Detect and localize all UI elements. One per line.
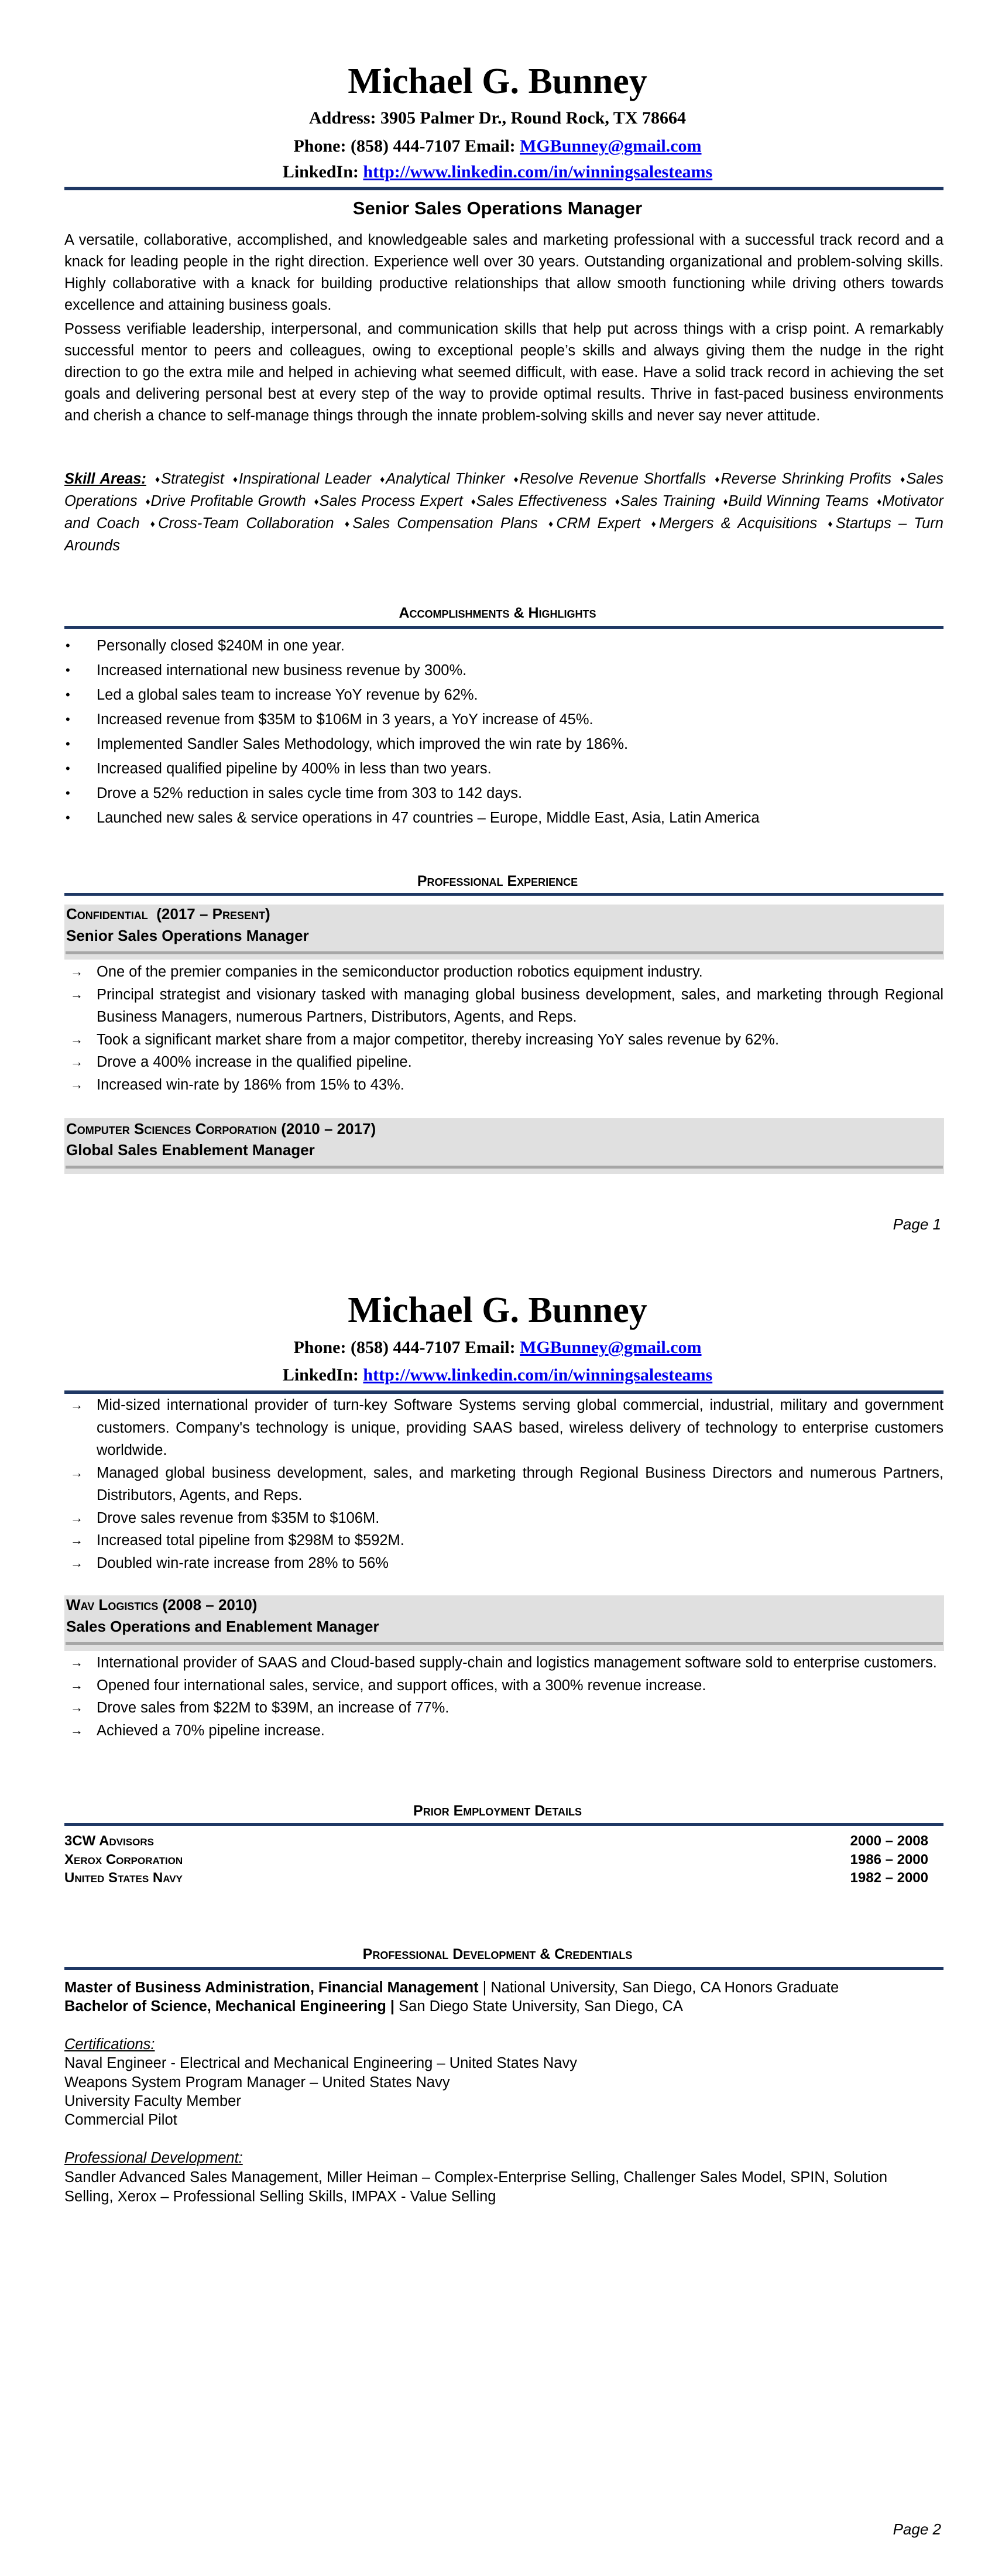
job-dates: (2010 – 2017) (281, 1120, 376, 1138)
phone-label: Phone: (293, 1338, 346, 1357)
bullet-icon: • (66, 737, 70, 751)
certifications-label: Certifications: (64, 2036, 155, 2053)
diamond-bullet-icon: ♦ (150, 519, 159, 529)
degree-row (64, 1978, 943, 1997)
prior-dates: 2000 – 2008 (850, 1833, 928, 1849)
arrow-right-icon: → (70, 1533, 83, 1547)
job-header (64, 1118, 944, 1174)
bullet-icon: • (66, 810, 70, 825)
job-company-line (64, 903, 944, 924)
diamond-bullet-icon: ♦ (615, 497, 620, 507)
phone: (858) 444-7107 (350, 1338, 461, 1357)
prior-employment-row (64, 1832, 928, 1851)
list-item-text: Drove a 52% reduction in sales cycle time from 303 to 142 days. (97, 785, 523, 801)
bullet-icon: • (66, 663, 70, 677)
phone: (858) 444-7107 (350, 136, 461, 156)
list-item-text: Took a significant market share from a major competitor, thereby increasing YoY sales revenue by 62%. (97, 1031, 780, 1048)
job-header (64, 905, 944, 960)
diamond-bullet-icon: ♦ (344, 519, 353, 529)
section-divider (64, 626, 943, 629)
arrow-right-icon: → (70, 1722, 83, 1738)
job-company-line (64, 1594, 944, 1615)
skill-item: Inspirational Leader (239, 471, 372, 487)
certification-item: Commercial Pilot (64, 2112, 177, 2129)
job-divider (66, 1642, 943, 1645)
list-item-text: Managed global business development, sales, and marketing through Regional Business Directors and numerous Partners, Distributors, Agents, and Reps. (97, 1464, 943, 1503)
degree-row (64, 1997, 943, 2016)
list-item-text: One of the premier companies in the semiconductor production robotics equipment industry. (97, 964, 703, 980)
list-item-text: Principal strategist and visionary tasked with managing global business development, sales, and marketing through Regional Business Managers, numerous Partners, Distributors, Agents, and Reps. (97, 986, 943, 1025)
professional-development (64, 2149, 907, 2207)
skill-item: Sales Compensation Plans (352, 515, 538, 532)
list-item (64, 633, 943, 658)
certification-item: Naval Engineer - Electrical and Mechanical Engineering – United States Navy (64, 2055, 577, 2072)
arrow-right-icon: → (70, 1077, 83, 1092)
linkedin-line (0, 158, 995, 186)
job-bullets (64, 961, 943, 1096)
skill-item: Resolve Revenue Shortfalls (519, 471, 706, 487)
job-title: Global Sales Enablement Manager (66, 1141, 315, 1159)
skill-item: Startups – Turn Arounds (64, 515, 943, 554)
arrow-right-icon: → (70, 1032, 83, 1047)
list-item-text: Led a global sales team to increase YoY revenue by 62%. (97, 687, 478, 703)
section-heading-credentials: Professional Development & Credentials (362, 1946, 633, 1962)
certification-item: University Faculty Member (64, 2092, 241, 2109)
prior-company: 3CW Advisors (64, 1833, 154, 1849)
summary-paragraph: A versatile, collaborative, accomplished, and knowledgeable sales and marketing professional with a successful track record and a knack for leading people in the right direction. Experience well over 30 years. Outstanding organizational and problem-solving skills. Highly collaborative with a knack for building productive relationships that allow smooth functioning while driving others towards excellence and attaining business goals. (64, 232, 943, 313)
certifications (64, 2035, 943, 2129)
summary-paragraph: Possess verifiable leadership, interpersonal, and communication skills that help put across things with a crisp point. A remarkably successful mentor to peers and colleagues, owing to exceptional people’s skills and always giving them the nudge in the right direction to go the extra mile and helped in achieving what seemed difficult, with ease. Have a solid track record in achieving the set goals and delivering personal best at every step of the way to provide optimal results. Thrive in fast-paced business environments and cherish a chance to self-manage things through the innate problem-solving skills and never say never attitude. (64, 321, 943, 424)
job-bullets (64, 1652, 943, 1742)
arrow-right-icon: → (70, 1465, 83, 1480)
list-item (64, 1462, 943, 1507)
skill-item: Reverse Shrinking Profits (720, 471, 892, 487)
linkedin-label: LinkedIn: (282, 162, 359, 181)
arrow-right-icon: → (70, 1677, 83, 1693)
arrow-right-icon: → (70, 1510, 83, 1525)
arrow-right-icon: → (70, 964, 83, 979)
accomplishments-list (64, 633, 943, 830)
list-item (64, 756, 943, 781)
arrow-right-icon: → (70, 1700, 83, 1715)
skill-item: Analytical Thinker (386, 471, 505, 487)
degree-separator: | (478, 1979, 491, 1996)
prior-dates: 1986 – 2000 (850, 1851, 928, 1868)
list-item (64, 1719, 943, 1742)
linkedin-label: LinkedIn: (282, 1365, 359, 1385)
diamond-bullet-icon: ♦ (715, 475, 721, 485)
list-item (64, 961, 943, 984)
section-divider (64, 1967, 943, 1970)
skill-item: Mergers & Acquisitions (658, 515, 818, 532)
address-label: Address: (309, 108, 376, 128)
prior-employment-row (64, 1869, 928, 1888)
degree-school: National University, San Diego, CA Honors Graduate (490, 1979, 839, 1996)
diamond-bullet-icon: ♦ (877, 497, 883, 507)
diamond-bullet-icon: ♦ (828, 519, 836, 529)
degree-name: Bachelor of Science, Mechanical Engineering | (64, 1998, 395, 2015)
skill-areas (64, 468, 943, 557)
page-number: Page 1 (893, 1215, 941, 1233)
skill-areas-label: Skill Areas: (64, 471, 146, 487)
diamond-bullet-icon: ♦ (232, 475, 239, 485)
job-bullets (64, 1394, 943, 1574)
certification-item: Weapons System Program Manager – United States Navy (64, 2074, 450, 2091)
job-dates: (2008 – 2010) (162, 1596, 258, 1614)
job-title: Sales Operations and Enablement Manager (66, 1618, 379, 1635)
email-label: Email: (464, 1338, 516, 1357)
prior-employment-row (64, 1851, 928, 1869)
list-item-text: Personally closed $240M in one year. (97, 638, 345, 654)
skill-item: Drive Profitable Growth (150, 493, 306, 509)
skill-item: CRM Expert (556, 515, 641, 532)
prior-company: United States Navy (64, 1870, 183, 1886)
arrow-right-icon: → (70, 1397, 83, 1412)
job-title: Senior Sales Operations Manager (66, 927, 309, 944)
list-item (64, 1552, 943, 1575)
list-item-text: International provider of SAAS and Cloud-based supply-chain and logistics management software sold to enterprise customers. (97, 1654, 937, 1671)
job-dates: (2017 – Present) (156, 905, 270, 923)
list-item (64, 1674, 943, 1697)
list-item-text: Drove a 400% increase in the qualified pipeline. (97, 1054, 412, 1070)
phone-email-line (0, 132, 995, 160)
skill-item: Sales Effectiveness (476, 493, 607, 509)
list-item (64, 732, 943, 756)
list-item (64, 1051, 943, 1074)
skill-item: Sales Process Expert (319, 493, 463, 509)
headline: Senior Sales Operations Manager (352, 198, 643, 218)
diamond-bullet-icon: ♦ (145, 497, 151, 507)
job-company: Confidential (66, 905, 148, 923)
list-item-text: Launched new sales & service operations in 47 countries – Europe, Middle East, Asia, Latin America (97, 810, 760, 826)
list-item (64, 683, 943, 707)
diamond-bullet-icon: ♦ (471, 497, 476, 507)
prior-employment-list (64, 1832, 928, 1888)
bullet-icon: • (66, 761, 70, 776)
diamond-bullet-icon: ♦ (651, 519, 659, 529)
list-item (64, 658, 943, 683)
job-divider (66, 1166, 943, 1169)
prior-dates: 1982 – 2000 (850, 1870, 928, 1886)
list-item (64, 806, 943, 830)
list-item (64, 1074, 943, 1097)
degree-name: Master of Business Administration, Financial Management (64, 1979, 479, 1996)
diamond-bullet-icon: ♦ (314, 497, 320, 507)
list-item (64, 1652, 943, 1674)
email-label: Email: (464, 136, 516, 156)
arrow-right-icon: → (70, 986, 83, 1002)
diamond-bullet-icon: ♦ (900, 475, 907, 485)
email-link[interactable]: MGBunney@gmail.com (520, 1338, 702, 1357)
professional-development-text: Sandler Advanced Sales Management, Miller Heiman – Complex-Enterprise Selling, Challenger Sales Model, SPIN, Solution Selling, Xerox – Professional Selling Skills, IMPAX - Value Selling (64, 2169, 888, 2205)
list-item-text: Increased international new business revenue by 300%. (97, 662, 467, 679)
list-item (64, 1507, 943, 1530)
job-divider (66, 951, 943, 954)
list-item (64, 707, 943, 732)
skill-item: Motivator and Coach (64, 493, 943, 532)
list-item-text: Mid-sized international provider of turn-key Software Systems serving global commercial, industrial, military and government customers. Company's technology is unique, providing SAAS based, wireless delivery of technology to enterprise customers worldwide. (97, 1397, 943, 1458)
phone-label: Phone: (293, 136, 346, 156)
email-link[interactable]: MGBunney@gmail.com (520, 136, 702, 156)
linkedin-link[interactable]: http://www.linkedin.com/in/winningsalesteams (363, 1365, 713, 1385)
bullet-icon: • (66, 712, 70, 727)
list-item-text: Implemented Sandler Sales Methodology, which improved the win rate by 186%. (97, 736, 629, 752)
bullet-icon: • (66, 786, 70, 800)
header-divider (64, 187, 943, 190)
diamond-bullet-icon: ♦ (380, 475, 386, 485)
skill-item: Build Winning Teams (728, 493, 869, 509)
skill-item: Sales Training (620, 493, 715, 509)
diamond-bullet-icon: ♦ (513, 475, 520, 485)
arrow-right-icon: → (70, 1555, 83, 1570)
section-heading-prior-employment: Prior Employment Details (413, 1803, 582, 1819)
arrow-right-icon: → (70, 1655, 83, 1670)
list-item-text: Increased total pipeline from $298M to $592M. (97, 1532, 404, 1549)
prior-company: Xerox Corporation (64, 1851, 183, 1868)
address-line (0, 104, 995, 132)
linkedin-link[interactable]: http://www.linkedin.com/in/winningsalesteams (363, 162, 713, 181)
summary (64, 229, 943, 427)
resume-name: Michael G. Bunney (348, 61, 647, 101)
degrees (64, 1978, 943, 2016)
list-item (64, 1529, 943, 1552)
list-item (64, 781, 943, 806)
arrow-right-icon: → (70, 1054, 83, 1069)
phone-email-line (0, 1334, 995, 1361)
bullet-icon: • (66, 638, 70, 653)
skill-item: Cross-Team Collaboration (158, 515, 334, 532)
linkedin-line (0, 1361, 995, 1389)
list-item-text: Increased win-rate by 186% from 15% to 43%. (97, 1076, 404, 1093)
job-header (64, 1595, 944, 1651)
section-heading-accomplishments: Accomplishments & Highlights (399, 605, 596, 621)
diamond-bullet-icon: ♦ (723, 497, 729, 507)
diamond-bullet-icon: ♦ (548, 519, 557, 529)
job-company: Computer Sciences Corporation (66, 1120, 277, 1138)
list-item-text: Drove sales revenue from $35M to $106M. (97, 1509, 380, 1526)
bullet-icon: • (66, 687, 70, 702)
list-item-text: Increased revenue from $35M to $106M in 3 years, a YoY increase of 45%. (97, 711, 593, 728)
job-company: Wav Logistics (66, 1596, 159, 1614)
address: 3905 Palmer Dr., Round Rock, TX 78664 (380, 108, 686, 128)
degree-school: San Diego State University, San Diego, CA (399, 1998, 683, 2015)
professional-development-label: Professional Development: (64, 2150, 243, 2166)
section-heading-experience: Professional Experience (417, 873, 578, 889)
diamond-bullet-icon: ♦ (155, 475, 162, 485)
page-number: Page 2 (893, 2520, 941, 2538)
skill-item: Strategist (161, 471, 224, 487)
skill-item: Sales Operations (64, 471, 944, 509)
section-divider (64, 893, 943, 896)
list-item-text: Opened four international sales, service, and support offices, with a 300% revenue increase. (97, 1677, 706, 1694)
list-item (64, 984, 943, 1029)
job-company-line (64, 1118, 944, 1139)
section-divider (64, 1823, 943, 1826)
list-item-text: Increased qualified pipeline by 400% in less than two years. (97, 761, 492, 777)
list-item-text: Drove sales from $22M to $39M, an increase of 77%. (97, 1700, 450, 1716)
list-item-text: Doubled win-rate increase from 28% to 56% (97, 1554, 389, 1571)
list-item (64, 1394, 943, 1462)
resume-name: Michael G. Bunney (348, 1290, 647, 1330)
list-item (64, 1029, 943, 1051)
list-item-text: Achieved a 70% pipeline increase. (97, 1722, 325, 1739)
list-item (64, 1697, 943, 1719)
